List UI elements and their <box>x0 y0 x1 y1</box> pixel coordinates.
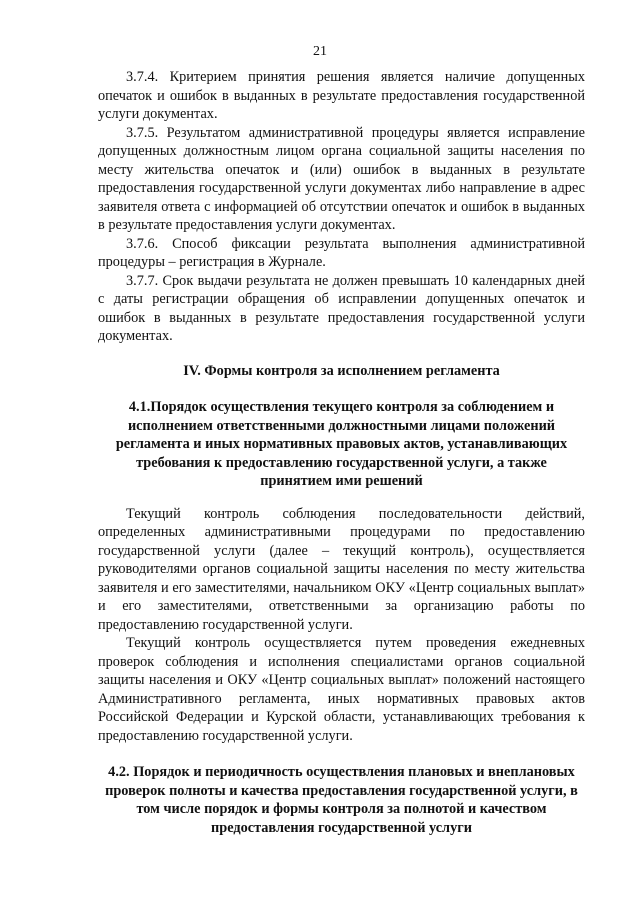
document-body <box>98 68 585 837</box>
section-title: IV. Формы контроля за исполнением регламента <box>183 362 500 379</box>
paragraph-4-1-2: Текущий контроль осуществляется путем проведения ежедневных проверок соблюдения и исполнения специалистами органов социальной защиты населения и ОКУ «Центр социальных выплат» положений настоящего Административного регламента, иных нормативных правовых актов Российской Федерации и Курской области, устанавливающих требования к предоставлению государственной услуги. <box>98 635 585 744</box>
paragraph-3-7-5: 3.7.5. Результатом административной процедуры является исправление допущенных должностным лицом органа социальной защиты населения по месту жительства опечаток и (или) ошибок в выданных в результате предоставления государственной услуги документах либо направление в адрес заявителя ответа с информацией об отсутствии опечаток и ошибок в выданных в результате предоставления услуги документах. <box>98 124 585 233</box>
paragraph-3-7-7: 3.7.7. Срок выдачи результата не должен превышать 10 календарных дней с даты регистрации обращения об исправлении допущенных опечаток и ошибок в выданных в результате предоставления государственной услуги документах. <box>98 272 585 344</box>
paragraph-4-1-1: Текущий контроль соблюдения последовательности действий, определенных административными процедурами по предоставлению государственной услуги (далее – текущий контроль), осуществляется руководителями органов социальной защиты населения по месту жительства заявителя и его заместителями, начальником ОКУ «Центр социальных выплат» и его заместителями, ответственными за организацию работы по предоставлению государственной услуги. <box>98 505 585 633</box>
page-number: 21 <box>313 44 327 59</box>
paragraph-3-7-6: 3.7.6. Способ фиксации результата выполнения административной процедуры – регистрация в Журнале. <box>98 235 585 270</box>
paragraph-3-7-4: 3.7.4. Критерием принятия решения является наличие допущенных опечаток и ошибок в выданных в результате предоставления государственной услуги документах. <box>98 69 585 122</box>
subsection-4-1-title: 4.1.Порядок осуществления текущего контроля за соблюдением и исполнением ответственными должностными лицами положений регламента и иных нормативных правовых актов, устанавливающих требования к предоставлению государственной услуги, а также принятием ими решений <box>115 399 568 489</box>
subsection-4-2-title: 4.2. Порядок и периодичность осуществления плановых и внеплановых проверок полноты и качества предоставления государственной услуги, в том числе порядок и формы контроля за полнотой и качеством предоставления государственной услуги <box>105 764 578 836</box>
